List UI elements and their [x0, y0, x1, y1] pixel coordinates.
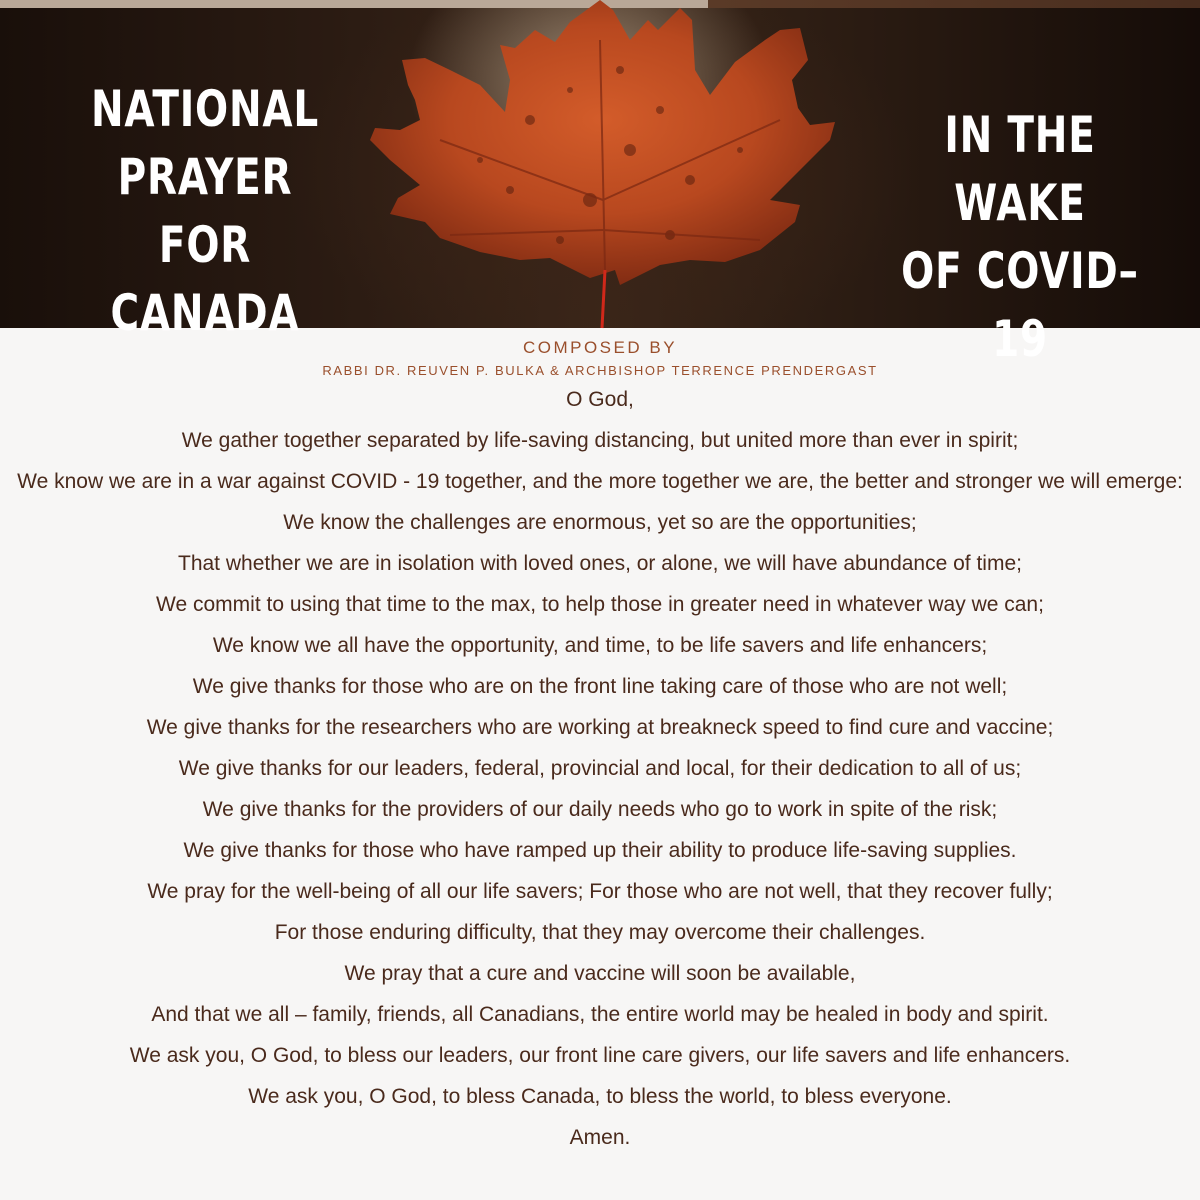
prayer-line: We give thanks for the researchers who are working at breakneck speed to find cure and vaccine;	[146, 716, 1054, 739]
title-line: NATIONAL	[91, 80, 319, 138]
title-line: OF COVID–19	[901, 242, 1139, 368]
prayer-line: We ask you, O God, to bless Canada, to bless the world, to bless everyone.	[248, 1085, 952, 1108]
prayer-line: O God,	[566, 388, 634, 411]
prayer-line: That whether we are in isolation with loved ones, or alone, we will have abundance of time;	[178, 552, 1022, 575]
title-line: CANADA	[110, 284, 300, 342]
prayer-line: We give thanks for our leaders, federal, provincial and local, for their dedication to all of us;	[178, 757, 1022, 780]
prayer-line: We know we are in a war against COVID - 19 together, and the more together we are, the better and stronger we will emerge:	[17, 470, 1183, 493]
title-line: IN THE WAKE	[944, 106, 1096, 232]
composed-by-label: COMPOSED BY	[522, 338, 678, 357]
prayer-line: We ask you, O God, to bless our leaders, our front line care givers, our life savers and life enhancers.	[129, 1044, 1071, 1067]
prayer-line: We know we all have the opportunity, and time, to be life savers and life enhancers;	[212, 634, 988, 657]
prayer-text	[0, 388, 1200, 1150]
prayer-line: We give thanks for the providers of our daily needs who go to work in spite of the risk;	[202, 798, 998, 821]
prayer-line: We give thanks for those who are on the front line taking care of those who are not well;	[192, 675, 1008, 698]
prayer-line: We give thanks for those who have ramped up their ability to produce life-saving supplies.	[183, 839, 1017, 862]
prayer-line: For those enduring difficulty, that they may overcome their challenges.	[274, 921, 926, 944]
banner-title-left	[72, 75, 337, 347]
maple-leaf-image	[330, 0, 890, 328]
prayer-line: We pray for the well-being of all our life savers; For those who are not well, that they recover fully;	[147, 880, 1053, 903]
prayer-line: We know the challenges are enormous, yet so are the opportunities;	[283, 511, 917, 534]
prayer-line: We commit to using that time to the max, to help those in greater need in whatever way we can;	[156, 593, 1044, 616]
prayer-line: We gather together separated by life-saving distancing, but united more than ever in spirit;	[181, 429, 1019, 452]
banner-title-right	[887, 101, 1152, 373]
prayer-line: Amen.	[569, 1126, 631, 1149]
title-line: PRAYER FOR	[117, 148, 293, 274]
prayer-line: And that we all – family, friends, all Canadians, the entire world may be healed in body and spirit.	[151, 1003, 1049, 1026]
authors-line: RABBI DR. REUVEN P. BULKA & ARCHBISHOP TERRENCE PRENDERGAST	[322, 363, 878, 378]
prayer-line: We pray that a cure and vaccine will soon be available,	[344, 962, 856, 985]
